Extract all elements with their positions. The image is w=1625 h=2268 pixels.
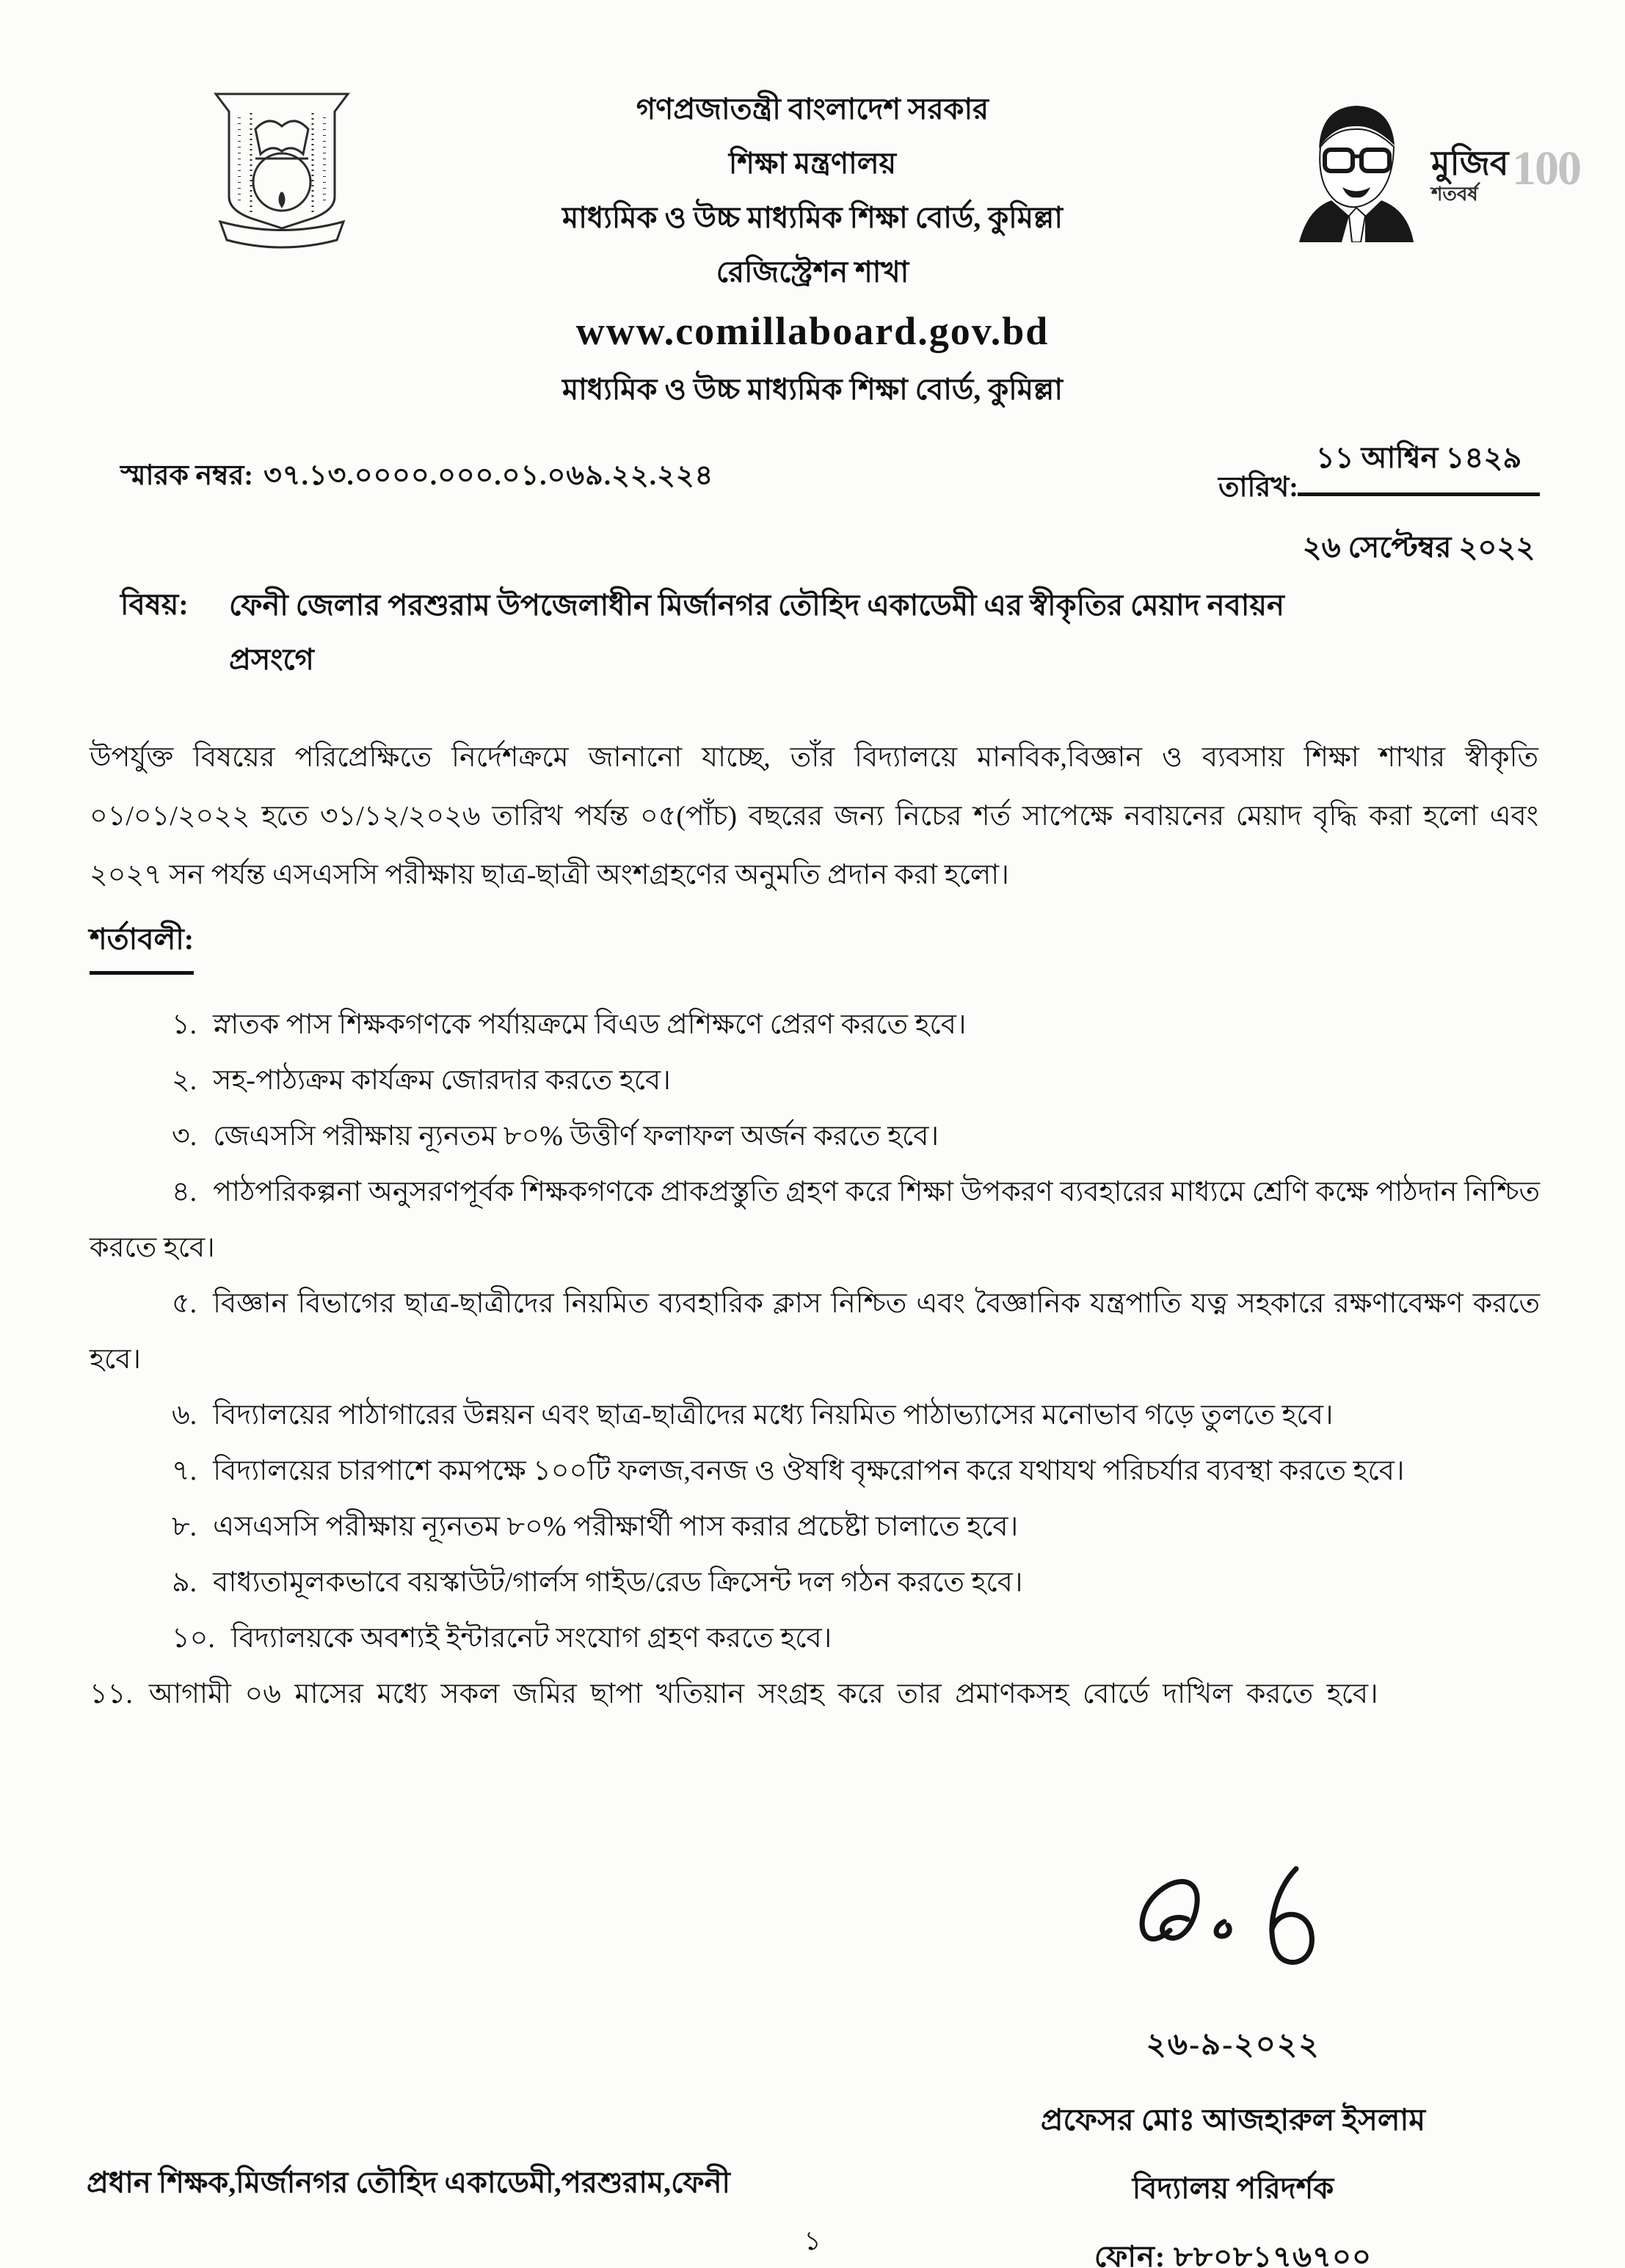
mujib-logo-100: 100	[1512, 142, 1580, 195]
condition-item-2	[90, 1053, 1540, 1108]
mujib-portrait-icon	[1279, 95, 1433, 242]
condition-number: ২.	[172, 1065, 197, 1096]
subject-line-1: ফেনী জেলার পরশুরাম উপজেলাধীন মির্জানগর তৌহিদ একাডেমী এর স্বীকৃতির মেয়াদ নবায়ন	[229, 589, 1284, 622]
signature-scribble	[1121, 1857, 1342, 1985]
mujib100-logo	[1279, 95, 1580, 253]
condition-text: জেএসসি পরীক্ষায় ন্যূনতম ৮০% উত্তীর্ণ ফলাফল অর্জন করতে হবে।	[213, 1121, 939, 1152]
conditions-heading: শর্তাবলী:	[90, 916, 194, 975]
condition-number: ৯.	[172, 1567, 197, 1598]
mujib-logo-text	[1431, 145, 1519, 207]
condition-number: ৩.	[172, 1121, 197, 1152]
date-block	[1218, 435, 1540, 573]
condition-number: ১১.	[90, 1679, 133, 1709]
condition-item-6	[90, 1387, 1540, 1443]
condition-text: স্নাতক পাস শিক্ষকগণকে পর্যায়ক্রমে বিএড প্রশিক্ষণে প্রেরণ করতে হবে।	[213, 1009, 967, 1040]
condition-item-5	[90, 1276, 1540, 1387]
condition-item-11	[90, 1666, 1540, 1722]
signatory-phone: ফোন: ৮৮০৮১৭৬৭০০	[1094, 2240, 1373, 2268]
condition-text: এসএসসি পরীক্ষায় ন্যূনতম ৮০% পরীক্ষার্থী পাস করার প্রচেষ্টা চালাতে হবে।	[213, 1511, 1019, 1542]
memo-label: স্মারক নম্বর:	[120, 460, 254, 491]
condition-number: ৮.	[172, 1511, 197, 1542]
branch-name: রেজিস্ট্রেশন শাখা	[716, 255, 909, 288]
board-website: www.comillaboard.gov.bd	[575, 309, 1050, 353]
page-number: ১	[804, 2226, 821, 2256]
subject-text	[229, 578, 1541, 687]
condition-number: ৪.	[172, 1177, 197, 1207]
board-name-repeat: মাধ্যমিক ও উচ্চ মাধ্যমিক শিক্ষা বোর্ড, কুমিল্লা	[562, 373, 1063, 406]
condition-number: ১.	[172, 1009, 197, 1040]
date-gregorian: ২৬ সেপ্টেম্বর ২০২২	[1302, 531, 1535, 564]
condition-number: ৭.	[172, 1455, 197, 1486]
condition-text: বাধ্যতামূলকভাবে বয়স্কাউট/গার্লস গাইড/রেড ক্রিসেন্ট দল গঠন করতে হবে।	[213, 1567, 1023, 1598]
condition-number: ৬.	[172, 1400, 197, 1431]
condition-text: সহ-পাঠ্যক্রম কার্যক্রম জোরদার করতে হবে।	[213, 1065, 671, 1096]
date-label: তারিখ:	[1218, 472, 1298, 503]
date-bangla: ১১ আশ্বিন ১৪২৯	[1298, 435, 1540, 496]
condition-text: বিদ্যালয়কে অবশ্যই ইন্টারনেট সংযোগ গ্রহণ করতে হবে।	[230, 1623, 832, 1654]
ministry-name: শিক্ষা মন্ত্রণালয়	[728, 147, 897, 180]
body-paragraph: উপর্যুক্ত বিষয়ের পরিপ্রেক্ষিতে নির্দেশক্রমে জানানো যাচ্ছে, তাঁর বিদ্যালয়ে মানবিক,বিজ্ঞান ও ব্যবসায় শিক্ষা শাখার স্বীকৃতি ০১/০১/২০২২ হতে ৩১/১২/২০২৬ তারিখ পর্যন্ত ০৫(পাঁচ) বছরের জন্য নিচের শর্ত সাপেক্ষে নবায়নের মেয়াদ বৃদ্ধি করা হলো এবং ২০২৭ সন পর্যন্ত এসএসসি পরীক্ষায় ছাত্র-ছাত্রী অংশগ্রহণের অনুমতি প্রদান করা হলো।	[90, 742, 1538, 890]
signatory-name: প্রফেসর মোঃ আজহারুল ইসলাম	[1040, 2103, 1426, 2137]
condition-number: ১০.	[172, 1623, 215, 1654]
condition-item-3	[90, 1108, 1540, 1164]
subject-line-2: প্রসংগে	[229, 643, 314, 676]
condition-number: ৫.	[172, 1288, 197, 1319]
condition-item-8	[90, 1499, 1540, 1555]
condition-text: পাঠপরিকল্পনা অনুসরণপূর্বক শিক্ষকগণকে প্রাকপ্রস্তুতি গ্রহণ করে শিক্ষা উপকরণ ব্যবহারের মাধ্যমে শ্রেণি কক্ষে পাঠদান নিশ্চিত করতে হবে।	[90, 1177, 1540, 1263]
addressee-line: প্রধান শিক্ষক,মির্জানগর তৌহিদ একাডেমী,পরশুরাম,ফেনী	[87, 2166, 730, 2199]
mujib-logo-word: মুজিব	[1431, 145, 1509, 182]
condition-item-10	[90, 1610, 1540, 1666]
condition-text: বিদ্যালয়ের পাঠাগারের উন্নয়ন এবং ছাত্র-ছাত্রীদের মধ্যে নিয়মিত পাঠাভ্যাসের মনোভাব গড়ে তুলতে হবে।	[213, 1400, 1334, 1431]
memo-number: ৩৭.১৩.০০০০.০০০.০১.০৬৯.২২.২২৪	[263, 460, 714, 491]
board-name: মাধ্যমিক ও উচ্চ মাধ্যমিক শিক্ষা বোর্ড, কুমিল্লা	[562, 201, 1063, 234]
condition-item-1	[90, 997, 1540, 1053]
signatory-title: বিদ্যালয় পরিদর্শক	[1132, 2172, 1334, 2205]
signature-date: ২৬-৯-২০২২	[1146, 2028, 1320, 2062]
condition-text: বিদ্যালয়ের চারপাশে কমপক্ষে ১০০টি ফলজ,বনজ ও ঔষধি বৃক্ষরোপন করে যথাযথ পরিচর্যার ব্যবস্থা করতে হবে।	[213, 1455, 1405, 1486]
government-name: গণপ্রজাতন্ত্রী বাংলাদেশ সরকার	[636, 92, 989, 126]
condition-item-7	[90, 1443, 1540, 1499]
condition-text: আগামী ০৬ মাসের মধ্যে সকল জমির ছাপা খতিয়ান সংগ্রহ করে তার প্রমাণকসহ বোর্ডে দাখিল করতে হবে।	[148, 1679, 1378, 1709]
mujib-logo-subword: শতবর্ষ	[1431, 183, 1478, 205]
memo-row	[120, 454, 713, 501]
condition-item-4	[90, 1164, 1540, 1276]
condition-item-9	[90, 1555, 1540, 1610]
condition-text: বিজ্ঞান বিভাগের ছাত্র-ছাত্রীদের নিয়মিত ব্যবহারিক ক্লাস নিশ্চিত এবং বৈজ্ঞানিক যন্ত্রপাতি যত্ন সহকারে রক্ষণাবেক্ষণ করতে হবে।	[90, 1288, 1540, 1375]
conditions-section	[90, 916, 1540, 1722]
subject-label: বিষয়:	[120, 588, 189, 621]
